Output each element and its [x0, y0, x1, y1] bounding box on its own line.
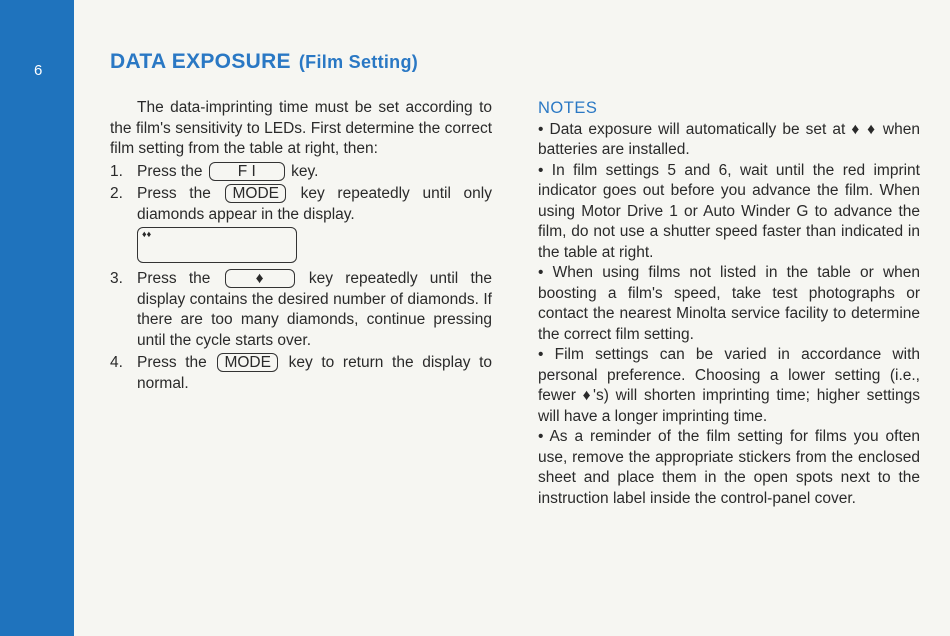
section-heading [110, 50, 418, 74]
step-number: 1. [110, 162, 123, 180]
note-item: • Data exposure will automatically be set at ♦ ♦ when batteries are installed. [538, 120, 920, 158]
step-number: 2. [110, 185, 123, 202]
heading-subtitle: (Film Setting) [298, 52, 419, 72]
step-lead: Press the [137, 354, 207, 371]
step-text [137, 269, 492, 351]
fi-key-label: F I [209, 162, 285, 181]
step-number: 4. [110, 354, 123, 371]
step-2 [110, 184, 492, 225]
step-tail: key to return the display to normal. [137, 354, 493, 392]
step-tail: key repeatedly until the display contains the desired number of diamonds. If there are too many diamonds, continue pressing until the cycle starts over. [137, 270, 493, 349]
step-lead: Press the [137, 162, 203, 180]
display-illustration [137, 227, 297, 263]
step-text [137, 162, 492, 183]
step-text [137, 353, 492, 394]
step-tail: key repeatedly until only diamonds appear in the display. [137, 185, 492, 223]
mode-key-label: MODE [217, 353, 278, 372]
note-item: • Film settings can be varied in accordance with personal preference. Choosing a lower setting (i.e., fewer ♦'s) will shorten imprinting time; higher settings will have a longer imprinting time. [538, 346, 920, 425]
note-item: • When using films not listed in the table or when boosting a film's speed, take test photographs or contact the nearest Minolta service facility to determine the correct film setting. [538, 264, 920, 343]
step-lead: Press the [137, 185, 211, 202]
step-3 [110, 269, 492, 351]
heading-title: DATA EXPOSURE [110, 50, 291, 73]
step-1 [110, 162, 492, 183]
display-diamonds: ♦♦ [142, 229, 152, 239]
step-text [137, 184, 492, 225]
step-tail: key. [291, 162, 319, 180]
note-item: • In film settings 5 and 6, wait until the red imprint indicator goes out before you advance the film. When using Motor Drive 1 or Auto Winder G to advance the film, do not use a shutter speed faster than indicated in the table at right. [538, 161, 920, 261]
note-item: • As a reminder of the film setting for films you often use, remove the appropriate stickers from the enclosed sheet and place them in the open spots next to the instruction label inside the control-panel cover. [538, 428, 920, 507]
step-lead: Press the [137, 270, 211, 287]
diamond-key-label: ♦ [225, 269, 295, 288]
notes-title: NOTES [538, 99, 598, 117]
notes-column [538, 98, 920, 509]
step-number: 3. [110, 270, 123, 287]
mode-key-label: MODE [225, 184, 286, 203]
instructions-column [110, 98, 492, 394]
step-4 [110, 353, 492, 394]
side-band [0, 0, 74, 636]
page-number: 6 [34, 62, 43, 79]
intro-paragraph: The data-imprinting time must be set according to the film's sensitivity to LEDs. First determine the correct film setting from the table at right, then: [110, 99, 492, 157]
